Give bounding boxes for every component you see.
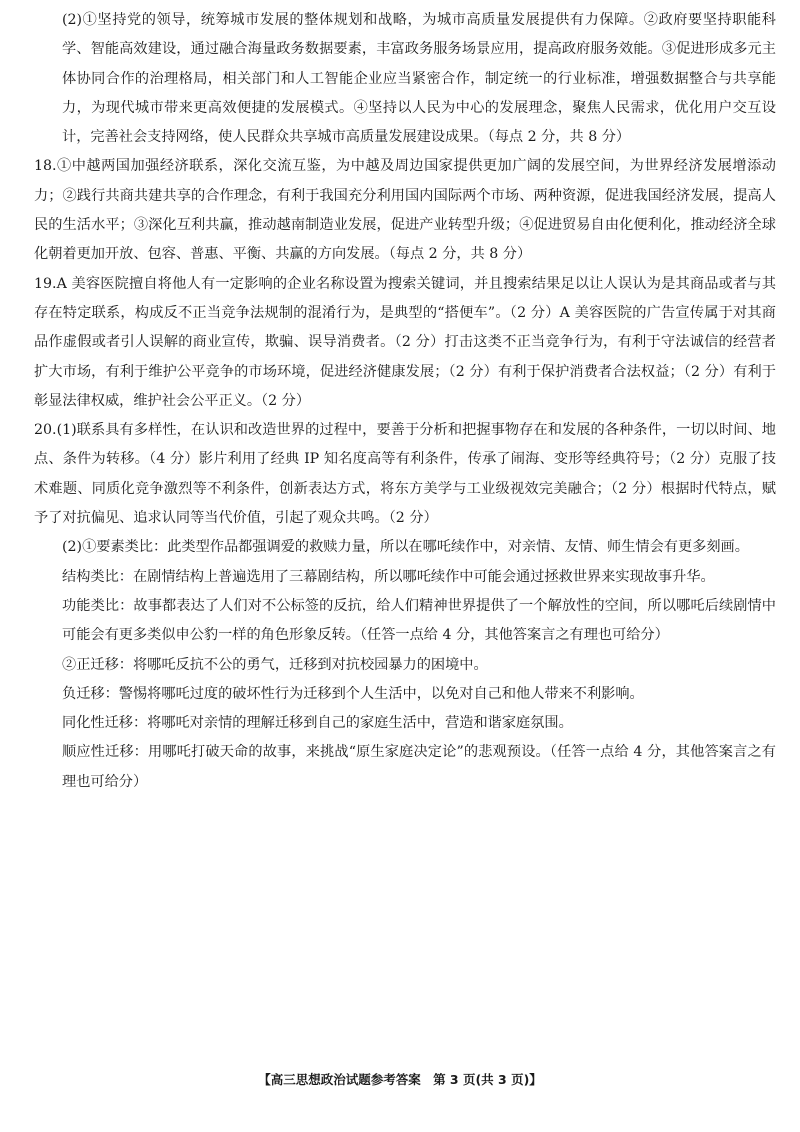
answer-20-part2-function-analogy: 功能类比：故事都表达了人们对不公标签的反抗，给人们精神世界提供了一个解放性的空间，所以哪吒后续剧情中可能会有更多类似申公豹一样的角色形象反转。（任答一点给 4 分，其他答案言之有理也可给分） <box>62 597 776 644</box>
answer-20-part2-assimilation-transfer: 同化性迁移：将哪吒对亲情的理解迁移到自己的家庭生活中，营造和谐家庭氛围。 <box>62 715 573 732</box>
answer-20-part2-structure-analogy: 结构类比：在剧情结构上普遍选用了三幕剧结构，所以哪吒续作中可能会通过拯救世界来实现故事升华。 <box>62 568 715 585</box>
answer-20-part2-element-analogy: (2)①要素类比：此类型作品都强调爱的救赎力量，所以在哪吒续作中，对亲情、友情、师生情会有更多刻画。 <box>62 539 749 556</box>
answer-17-part2: (2)①坚持党的领导，统筹城市发展的整体规划和战略，为城市高质量发展提供有力保障。②政府要坚持职能科学、智能高效建设，通过融合海量政务数据要素，丰富政务服务场景应用，提高政府服务效能。③促进形成多元主体协同合作的治理格局，相关部门和人工智能企业应当紧密合作，制定统一的行业标准，增强数据整合与共享能力，为现代城市带来更高效便捷的发展模式。④坚持以人民为中心的发展理念，聚焦人民需求，优化用户交互设计，完善社会支持网络，使人民群众共享城市高质量发展建设成果。（每点 2 分，共 8 分） <box>62 12 776 146</box>
answer-20-part2-positive-transfer: ②正迁移：将哪吒反抗不公的勇气，迁移到对抗校园暴力的困境中。 <box>62 656 488 673</box>
answer-content <box>34 6 776 797</box>
answer-19: 19.A 美容医院擅自将他人有一定影响的企业名称设置为搜索关键词，并且搜索结果足以让人误认为是其商品或者与其存在特定联系，构成反不正当竞争法规制的混淆行为，是典型的“搭便车”。（2 分）A 美容医院的广告宣传属于对其商品作虚假或者引人误解的商业宣传，欺骗、误导消费者。（2 分）打击这类不正当竞争行为，有利于守法诚信的经营者扩大市场，有利于维护公平竞争的市场环境，促进经济健康发展；（2 分）有利于保护消费者合法权益；（2 分）有利于彰显法律权威，维护社会公平正义。（2 分） <box>34 275 776 409</box>
footer-page-number: 第 3 页(共 3 页)】 <box>433 1072 542 1087</box>
answer-18: 18.①中越两国加强经济联系，深化交流互鉴，为中越及周边国家提供更加广阔的发展空间，为世界经济发展增添动力；②践行共商共建共享的合作理念，有利于我国充分利用国内国际两个市场、两种资源，促进我国经济发展，提高人民的生活水平；③深化互利共赢，推动越南制造业发展，促进产业转型升级；④促进贸易自由化便利化，推动经济全球化朝着更加开放、包容、普惠、平衡、共赢的方向发展。（每点 2 分，共 8 分） <box>34 158 776 263</box>
footer-title: 【高三思想政治试题参考答案 <box>258 1072 421 1087</box>
answer-20-part1: 20.(1)联系具有多样性，在认识和改造世界的过程中，要善于分析和把握事物存在和发展的各种条件，一切以时间、地点、条件为转移。（4 分）影片利用了经典 IP 知名度高等有利条件，传承了闹海、变形等经典符号；（2 分）克服了技术难题、同质化竞争激烈等不利条件，创新表达方式，将东方美学与工业级视效完美融合；（2 分）根据时代特点，赋予了对抗偏见、追求认同等当代价值，引起了观众共鸣。（2 分） <box>34 422 776 527</box>
answer-20-part2-accommodation-transfer: 顺应性迁移：用哪吒打破天命的故事，来挑战“原生家庭决定论”的悲观预设。（任答一点给 4 分，其他答案言之有理也可给分） <box>62 744 776 790</box>
page-footer <box>0 1070 800 1088</box>
answer-20-part2-negative-transfer: 负迁移：警惕将哪吒过度的破坏性行为迁移到个人生活中，以免对自己和他人带来不利影响。 <box>62 685 644 702</box>
